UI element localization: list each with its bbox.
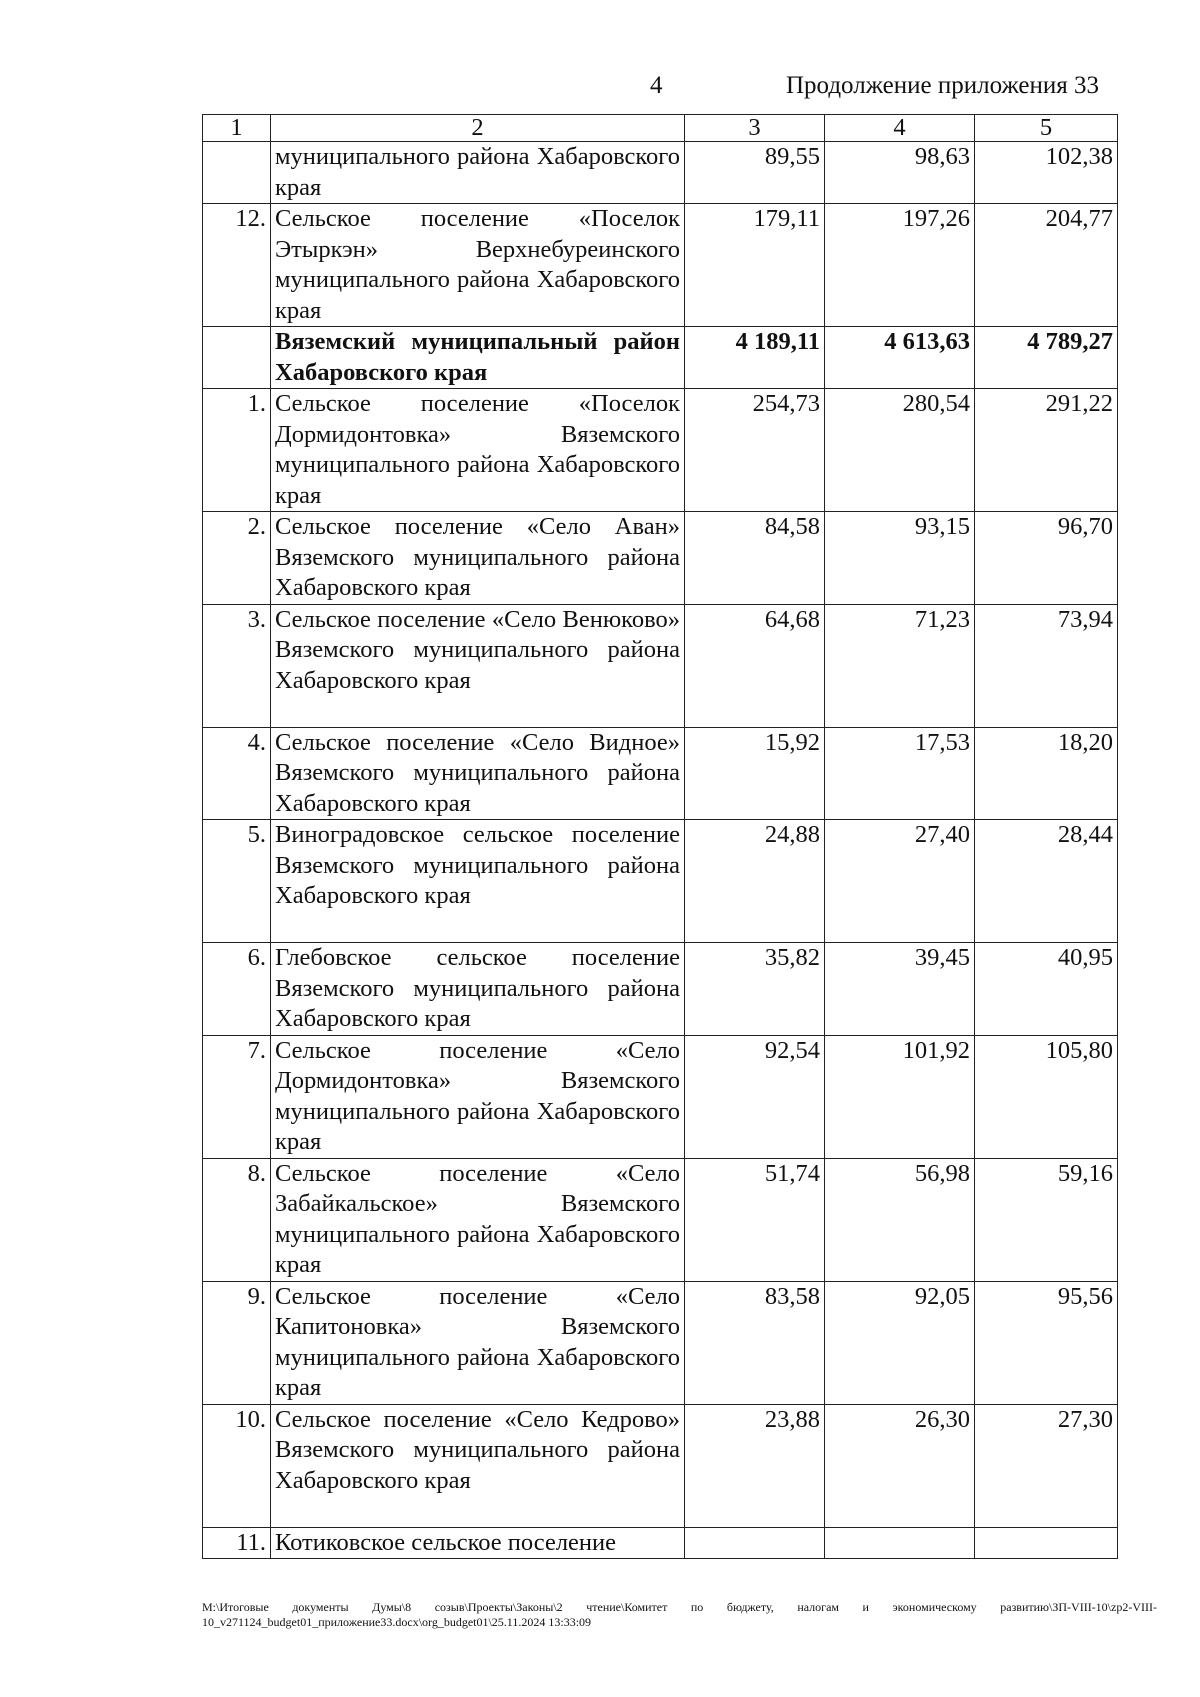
value-column-3: 23,88 (685, 1404, 825, 1527)
municipality-name: Сельское поселение «Село Аван» Вяземского муниципального района Хабаровского края (271, 512, 685, 605)
footer-file-path: M:\Итоговые документы Думы\8 созыв\Проекты\Законы\2 чтение\Комитет по бюджету, налогам и экономическому развитию\ЗП-VIII-10\zp2-VIII-10_v271124_budget01_приложение33.docx\org_budget01\25.11.2024 13:33:09 (202, 1600, 1157, 1629)
row-number: 8. (203, 1158, 271, 1281)
municipality-name: Сельское поселение «Село Забайкальское» Вяземского муниципального района Хабаровского края (271, 1158, 685, 1281)
value-column-5: 102,38 (975, 142, 1118, 204)
value-column-5: 105,80 (975, 1035, 1118, 1158)
value-column-4: 93,15 (825, 512, 975, 605)
table-row (203, 1527, 1118, 1559)
row-number: 2. (203, 512, 271, 605)
value-column-3: 254,73 (685, 389, 825, 512)
table-row (203, 1281, 1118, 1404)
column-header: 3 (685, 115, 825, 142)
municipality-name: Сельское поселение «Село Венюково» Вяземского муниципального района Хабаровского края (271, 604, 685, 727)
value-column-3: 64,68 (685, 604, 825, 727)
value-column-4: 27,40 (825, 820, 975, 943)
value-column-4 (825, 1527, 975, 1559)
table-body (203, 115, 1118, 1559)
value-column-4: 4 613,63 (825, 327, 975, 389)
row-number: 5. (203, 820, 271, 943)
table-row (203, 389, 1118, 512)
value-column-4: 197,26 (825, 204, 975, 327)
value-column-5: 73,94 (975, 604, 1118, 727)
municipality-name: муниципального района Хабаровского края (271, 142, 685, 204)
column-header: 2 (271, 115, 685, 142)
budget-table (202, 114, 1118, 1559)
value-column-3: 4 189,11 (685, 327, 825, 389)
column-header: 1 (203, 115, 271, 142)
table-row (203, 820, 1118, 943)
row-number: 1. (203, 389, 271, 512)
row-number: 10. (203, 1404, 271, 1527)
row-number (203, 142, 271, 204)
value-column-4: 98,63 (825, 142, 975, 204)
row-number: 12. (203, 204, 271, 327)
value-column-3: 51,74 (685, 1158, 825, 1281)
value-column-4: 101,92 (825, 1035, 975, 1158)
municipality-name: Сельское поселение «Село Видное» Вяземского муниципального района Хабаровского края (271, 727, 685, 820)
page-number: 4 (650, 72, 663, 99)
value-column-5: 95,56 (975, 1281, 1118, 1404)
table-row (203, 727, 1118, 820)
row-number: 7. (203, 1035, 271, 1158)
value-column-3 (685, 1527, 825, 1559)
value-column-5: 291,22 (975, 389, 1118, 512)
row-number: 4. (203, 727, 271, 820)
municipality-name: Вяземский муниципальный район Хабаровского края (271, 327, 685, 389)
municipality-name: Сельское поселение «Село Кедрово» Вяземского муниципального района Хабаровского края (271, 1404, 685, 1527)
value-column-4: 71,23 (825, 604, 975, 727)
municipality-name: Сельское поселение «Село Капитоновка» Вяземского муниципального района Хабаровского края (271, 1281, 685, 1404)
table-row (203, 204, 1118, 327)
continuation-heading: Продолжение приложения 33 (786, 72, 1100, 99)
row-number (203, 327, 271, 389)
municipality-name: Сельское поселение «Поселок Дормидонтовка» Вяземского муниципального района Хабаровского края (271, 389, 685, 512)
value-column-4: 280,54 (825, 389, 975, 512)
row-number: 3. (203, 604, 271, 727)
row-number: 6. (203, 943, 271, 1036)
value-column-3: 83,58 (685, 1281, 825, 1404)
column-header: 5 (975, 115, 1118, 142)
table-row (203, 1158, 1118, 1281)
value-column-3: 35,82 (685, 943, 825, 1036)
table-row (203, 327, 1118, 389)
row-number: 9. (203, 1281, 271, 1404)
table-row (203, 604, 1118, 727)
value-column-3: 89,55 (685, 142, 825, 204)
municipality-name: Глебовское сельское поселение Вяземского муниципального района Хабаровского края (271, 943, 685, 1036)
municipality-name: Сельское поселение «Село Дормидонтовка» Вяземского муниципального района Хабаровского края (271, 1035, 685, 1158)
table-row (203, 1404, 1118, 1527)
value-column-4: 17,53 (825, 727, 975, 820)
value-column-5: 204,77 (975, 204, 1118, 327)
value-column-5: 18,20 (975, 727, 1118, 820)
value-column-5: 96,70 (975, 512, 1118, 605)
value-column-3: 84,58 (685, 512, 825, 605)
value-column-4: 92,05 (825, 1281, 975, 1404)
value-column-3: 24,88 (685, 820, 825, 943)
value-column-4: 39,45 (825, 943, 975, 1036)
table-row (203, 1035, 1118, 1158)
municipality-name: Виноградовское сельское поселение Вяземского муниципального района Хабаровского края (271, 820, 685, 943)
row-number: 11. (203, 1527, 271, 1559)
value-column-3: 15,92 (685, 727, 825, 820)
value-column-3: 179,11 (685, 204, 825, 327)
table-row (203, 512, 1118, 605)
value-column-5: 40,95 (975, 943, 1118, 1036)
value-column-4: 56,98 (825, 1158, 975, 1281)
municipality-name: Котиковское сельское поселение (271, 1527, 685, 1559)
municipality-name: Сельское поселение «Поселок Этыркэн» Верхнебуреинского муниципального района Хабаровского края (271, 204, 685, 327)
value-column-5: 28,44 (975, 820, 1118, 943)
table-row (203, 142, 1118, 204)
column-header: 4 (825, 115, 975, 142)
table-row (203, 943, 1118, 1036)
value-column-5: 4 789,27 (975, 327, 1118, 389)
table-header-row (203, 115, 1118, 142)
value-column-3: 92,54 (685, 1035, 825, 1158)
value-column-5: 27,30 (975, 1404, 1118, 1527)
value-column-5 (975, 1527, 1118, 1559)
value-column-5: 59,16 (975, 1158, 1118, 1281)
value-column-4: 26,30 (825, 1404, 975, 1527)
